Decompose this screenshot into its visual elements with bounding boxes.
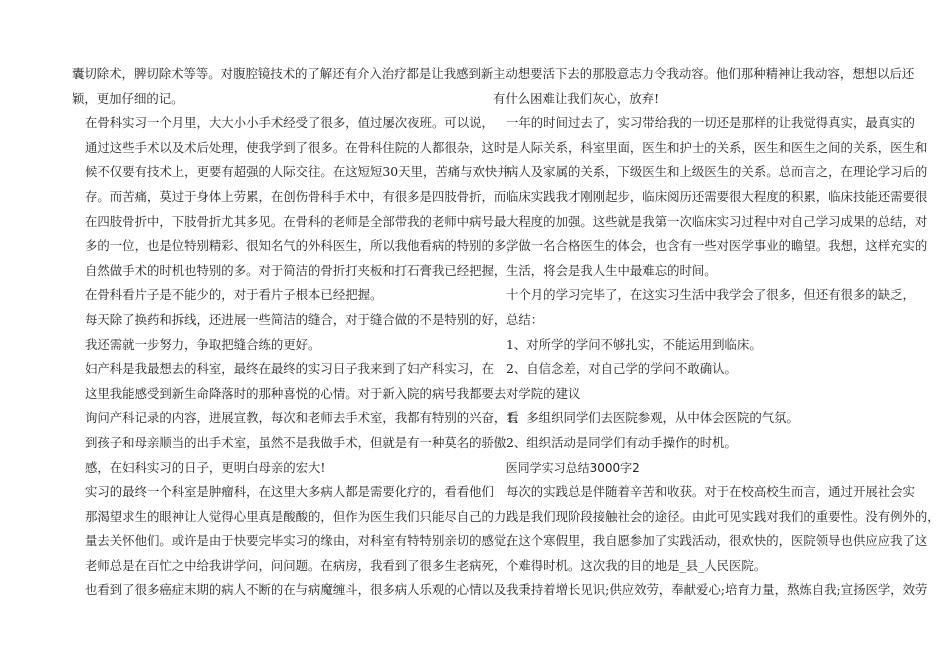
text-line: 感，在妇科实习的日子，更明白母亲的宏大! xyxy=(85,459,326,475)
paragraph xyxy=(493,111,928,283)
paragraph xyxy=(493,382,881,407)
text-line: 1、多组织同学们去医院参观，从中体会医院的气氛。 xyxy=(506,410,799,426)
text-line: 总结： xyxy=(506,311,544,327)
paragraph xyxy=(493,62,915,111)
paragraph xyxy=(72,62,494,111)
text-line: 主动想要活下去的那股意志力令我动容。他们那种精神让我动容，想想以后还 xyxy=(493,66,915,81)
text-line: 一年的时间过去了，实习带给我的一切还是那样的让我觉得真实，最真实的 xyxy=(506,115,915,131)
text-line: 实习的最终一个科室是肿瘤科，在这里大多病人都是需要化疗的，看看他们 xyxy=(85,484,494,500)
text-line: 个难得时机。这次我的目的地是_县_人民医院。 xyxy=(506,557,767,573)
paragraph xyxy=(493,357,881,382)
paragraph xyxy=(72,111,519,308)
paragraph xyxy=(493,406,881,431)
text-line: 到孩子和母亲顺当的出手术室，虽然不是我做手术，但就是有一种莫名的骄傲 xyxy=(85,434,507,450)
text-line: 也看到了很多癌症末期的病人不断的在与病魔缠斗，很多病人乐观的心情以及 xyxy=(85,582,507,598)
text-line: 1、对所学的学问不够扎实，不能运用到临床。 xyxy=(506,336,762,352)
text-line: 在这个寒假里，我自愿参加了实践活动，很欢快的，医院领导也供应应我了这 xyxy=(506,533,928,549)
text-line: 医同学实习总结3000字2 xyxy=(505,460,640,475)
text-line: 妇产科是我最想去的科室，最终在最终的实习日子我来到了妇产科实习，在 xyxy=(85,361,494,377)
text-line: 每天除了换药和拆线，还进展一些简洁的缝合，对于缝合做的不是特别的好， xyxy=(85,311,507,327)
text-line: 大程度的加强。这些就是我第一次临床实习过程中对自己学习成果的总结，对 xyxy=(506,213,928,229)
text-line: 通过这些手术以及术后处理，使我学到了很多。在骨科住院的人都很杂，这时 xyxy=(85,139,507,155)
paragraph xyxy=(493,480,940,578)
text-line: 存。而苦痛，莫过于身体上劳累，在创伤骨科手术中，有很多是四肢骨折，而 xyxy=(85,188,507,204)
text-line: 在骨科看片子是不能少的，对于看片子根本已经把握。 xyxy=(85,287,383,303)
text-line: 我秉持着增长见识;供应效劳，奉献爱心;培育力量，熬炼自我;宣扬医学，效劳 xyxy=(506,582,928,598)
text-line: 那渴望求生的眼神让人觉得心里真是酸酸的，但作为医生我们只能尽自己的力 xyxy=(85,508,507,524)
text-line: 学做一名合格医生的体会，也含有一些对医学事业的瞻望。我想，这样充实的 xyxy=(506,238,928,254)
paragraph xyxy=(72,357,519,480)
text-line: 颖，更加仔细的记。 xyxy=(72,90,184,106)
paragraph xyxy=(72,480,519,603)
text-line: 临床实践我才刚刚起步，临床阅历还需要很大程度的积累，临床技能还需要很 xyxy=(506,188,928,204)
text-line: 囊切除术，脾切除术等等。对腹腔镜技术的了解还有介入治疗都是让我感到新 xyxy=(72,66,494,81)
text-line: 量去关怀他们。或许是由于快要完毕实习的缘由，对科室有特特别亲切的感觉， xyxy=(85,533,519,549)
section-heading xyxy=(493,456,881,481)
text-line: 有什么困难让我们灰心，放弃! xyxy=(493,90,660,106)
text-line: 2、自信念差，对自己学的学问不敢确认。 xyxy=(506,361,737,377)
left-column xyxy=(72,62,519,603)
paragraph xyxy=(493,283,915,332)
text-line: 询问产科记录的内容，进展宣教，每次和老师去手术室，我都有特别的兴奋，看 xyxy=(85,410,519,426)
text-line: 2、组织活动是同学们有动手操作的时机。 xyxy=(506,434,737,450)
right-column xyxy=(493,62,940,603)
paragraph xyxy=(493,578,928,603)
text-line: 自然做手术的时机也特别的多。对于简洁的骨折打夹板和打石膏我已经把握， xyxy=(85,262,507,278)
text-line: 对学院的建议 xyxy=(506,385,581,401)
text-line: 十个月的学习完毕了，在这实习生活中我学会了很多，但还有很多的缺乏， xyxy=(506,287,915,303)
text-line: 我还需就一步努力，争取把缝合练的更好。 xyxy=(85,336,321,352)
text-line: 候不仅要有技术上，更要有超强的人际交往。在这短短30天里，苦痛与欢快并 xyxy=(85,164,510,180)
text-line: 在四肢骨折中，下肢骨折尤其多见。在骨科的老师是全部带我的老师中病号最 xyxy=(85,213,507,229)
text-line: 在骨科实习一个月里，大大小小手术经受了很多，值过屡次夜班。可以说， xyxy=(85,115,494,131)
text-line: 多的一位，也是位特别精彩、很知名气的外科医生，所以我他看病的特别的多， xyxy=(85,238,519,254)
paragraph xyxy=(493,431,881,456)
text-line: 践是我们现阶段接触社会的途径。由此可见实践对我们的重要性。没有例外的， xyxy=(506,508,940,524)
text-line: 每次的实践总是伴随着辛苦和收获。对于在校高校生而言，通过开展社会实 xyxy=(506,484,915,500)
text-line: 是人际关系，科室里面，医生和护士的关系，医生和医生之间的关系，医生和 xyxy=(506,139,928,155)
paragraph xyxy=(72,308,507,357)
text-line: 老师总是在百忙之中给我讲学问，问问题。在病房，我看到了很多生老病死， xyxy=(85,557,507,573)
paragraph xyxy=(493,333,881,358)
text-line: 病人及家属的关系，下级医生和上级医生的关系。总而言之，在理论学习后的 xyxy=(506,164,928,180)
text-line: 这里我能感受到新生命降落时的那种喜悦的心情。对于新入院的病号我都要去 xyxy=(85,385,507,401)
text-line: 生活，将会是我人生中最难忘的时间。 xyxy=(506,262,717,278)
